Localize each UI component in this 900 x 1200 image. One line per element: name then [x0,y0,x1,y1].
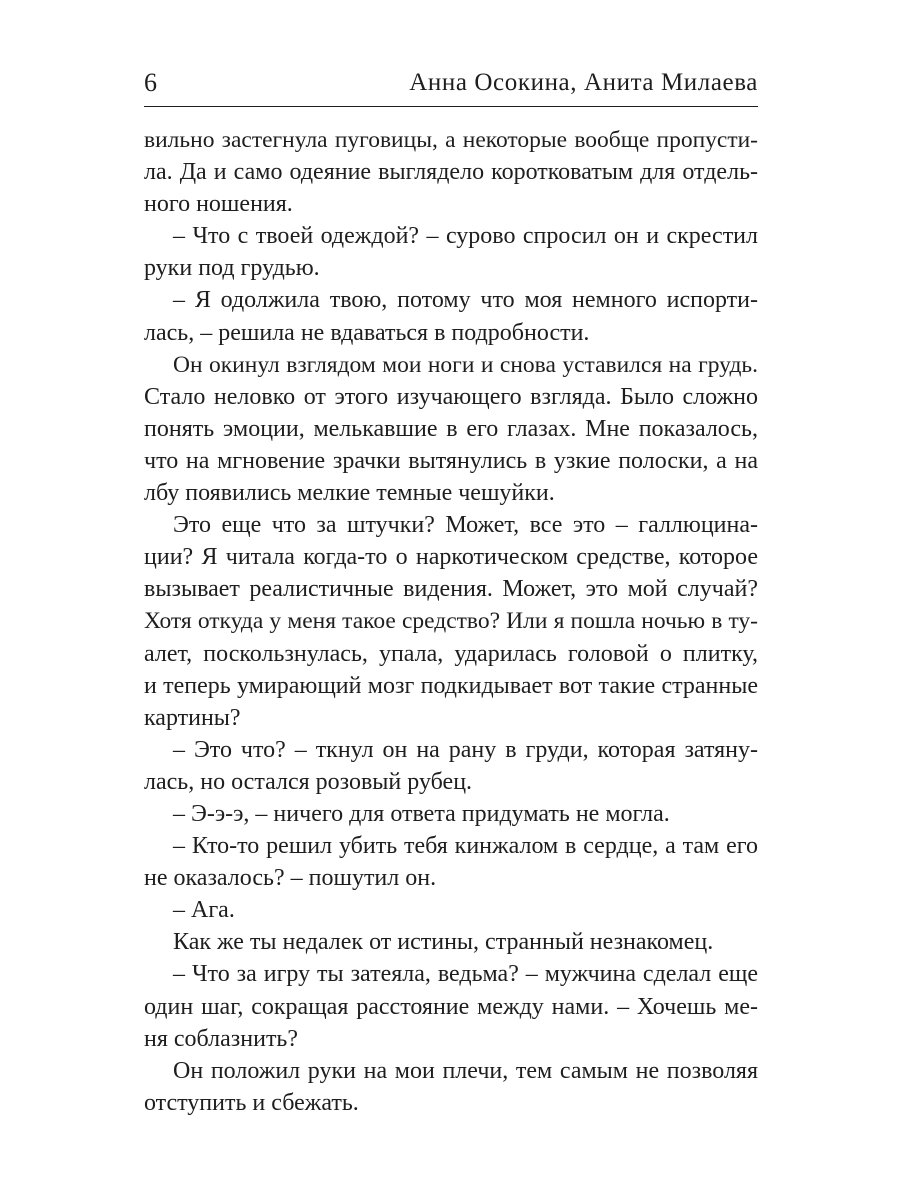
text-line: что на мгновение зрачки вытянулись в узкие полоски, а на [144,447,758,474]
text-line: Как же ты недалек от истины, странный незнакомец. [173,929,714,956]
text-line: ции? Я читала когда-то о наркотическом средстве, которое [144,544,758,571]
text-line: отступить и сбежать. [144,1089,359,1116]
text-line: – Это что? – ткнул он на рану в груди, которая затяну- [173,736,758,763]
text-line: – Ага. [173,897,235,924]
text-line: – Что за игру ты затеяла, ведьма? – мужчина сделал еще [173,961,758,988]
text-line: ня соблазнить? [144,1025,299,1052]
text-line: вильно застегнула пуговицы, а некоторые вообще пропусти- [144,127,758,153]
text-line: Он окинул взглядом мои ноги и снова уставился на грудь. [173,351,758,378]
text-line: – Э-э-э, – ничего для ответа придумать не могла. [173,800,670,827]
text-line: картины? [144,704,241,731]
text-line: лбу появились мелкие темные чешуйки. [144,480,555,507]
running-title: Анна Осокина, Анита Милаева [409,69,758,96]
text-line: алет, поскользнулась, упала, ударилась головой о плитку, [144,640,758,667]
text-line: один шаг, сокращая расстояние между нами. – Хочешь ме- [144,993,758,1020]
body-text [144,124,758,1119]
text-line: вызывает реалистичные видения. Может, это мой случай? [144,576,758,603]
text-line: ла. Да и само одеяние выглядело коротковатым для отдель- [144,159,758,186]
page-number: 6 [144,68,157,97]
text-line: лась, но остался розовый рубец. [144,768,473,795]
text-line: – Я одолжила твою, потому что моя немного испорти- [173,287,758,314]
text-line: Стало неловко от этого изучающего взгляда. Было сложно [144,383,758,410]
running-head [144,62,758,102]
text-line: лась, – решила не вдаваться в подробности. [144,319,590,346]
text-line: и теперь умирающий мозг подкидывает вот такие странные [144,672,758,699]
text-line: – Что с твоей одеждой? – сурово спросил он и скрестил [173,223,758,250]
text-line: ного ношения. [144,191,293,218]
text-line: не оказалось? – пошутил он. [144,865,437,892]
text-line: руки под грудью. [144,255,320,282]
text-line: Он положил руки на мои плечи, тем самым не позволяя [173,1057,758,1084]
text-line: понять эмоции, мелькавшие в его глазах. Мне показалось, [144,415,758,442]
text-line: Это еще что за штучки? Может, все это – галлюцина- [173,512,758,539]
text-line: Хотя откуда у меня такое средство? Или я пошла ночью в ту- [144,608,758,635]
header-divider [144,106,758,107]
text-line: – Кто-то решил убить тебя кинжалом в сердце, а там его [173,833,758,860]
